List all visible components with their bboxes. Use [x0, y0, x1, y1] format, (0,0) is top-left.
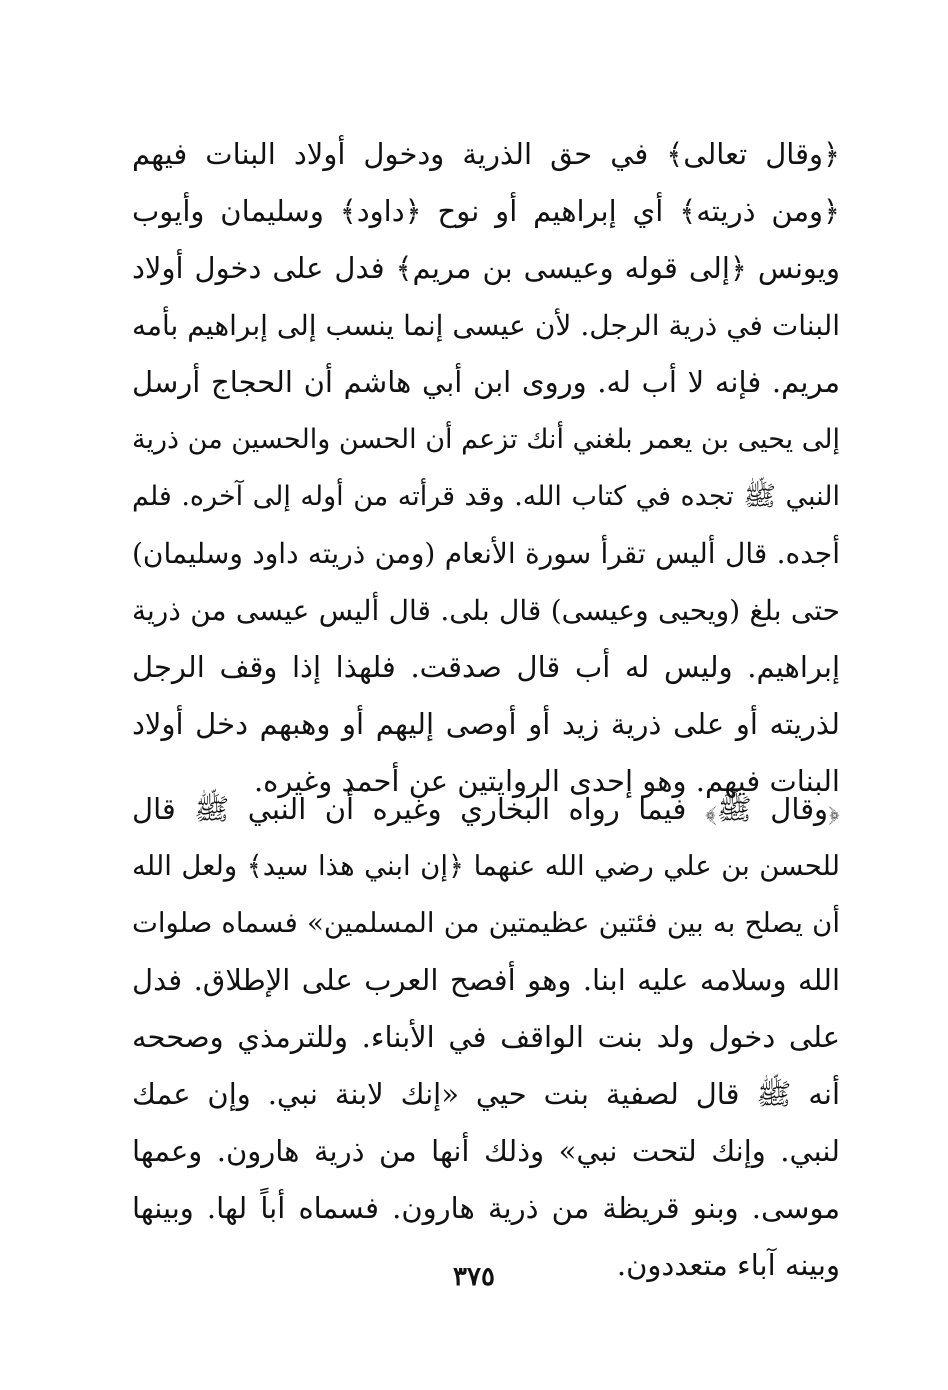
page-number: ٣٧٥ [453, 1262, 495, 1292]
text-line: إلى يحيى بن يعمر بلغني أنك تزعم أن الحسن والحسين من ذرية [132, 424, 840, 455]
text-line: البنات في ذرية الرجل. لأن عيسى إنما ينسب إلى إبراهيم بأمه [132, 309, 840, 342]
text-line: النبي ﷺ تجده في كتاب الله. وقد قرأته من أوله إلى آخره. فلم [132, 481, 840, 512]
paragraph-1 [132, 126, 840, 810]
text-line: وبينه آباء متعددون. [616, 1248, 840, 1282]
text-line: على دخول ولد بنت الواقف في الأبناء. وللترمذي وصححه [132, 1020, 840, 1054]
text-line: أنه ﷺ قال لصفية بنت حيي «إنك لابنة نبي. وإن عمك [132, 1077, 840, 1111]
text-line: إبراهيم. وليس له أب قال صدقت. فلهذا إذا وقف الرجل [132, 650, 840, 684]
text-line: مريم. فإنه لا أب له. وروى ابن أبي هاشم أن الحجاج أرسل [132, 365, 840, 399]
text-line: موسى. وبنو قريظة من ذرية هارون. فسماه أباً لها. وبينها [132, 1191, 840, 1225]
text-line: ﴿وقال ﷺ﴾ فيما رواه البخاري وغيره أن النبي ﷺ قال [132, 792, 840, 826]
text-line: حتى بلغ (ويحيى وعيسى) قال بلى. قال أليس عيسى من ذرية [132, 594, 840, 627]
paragraph-2 [132, 781, 840, 1294]
text-line: أجده. قال أليس تقرأ سورة الأنعام (ومن ذريته داود وسليمان) [132, 537, 840, 570]
text-line: ﴿وقال تعالى﴾ في حق الذرية ودخول أولاد البنات فيهم [132, 137, 840, 171]
text-line: للحسن بن علي رضي الله عنهما ﴿إن ابني هذا سيد﴾ ولعل الله [132, 850, 840, 882]
text-line: لذريته أو على ذرية زيد أو أوصى إليهم أو وهبهم دخل أولاد [132, 707, 840, 741]
text-line: الله وسلامه عليه ابنا. وهو أفصح العرب على الإطلاق. فدل [132, 963, 840, 997]
text-line: أن يصلح به بين فئتين عظيمتين من المسلمين» فسماه صلوات [132, 907, 840, 939]
text-line: لنبي. وإنك لتحت نبي» وذلك أنها من ذرية هارون. وعمها [132, 1134, 840, 1168]
text-line: البنات فيهم. وهو إحدى الروايتين عن أحمد وغيره. [253, 764, 840, 798]
text-line: ﴿ومن ذريته﴾ أي إبراهيم أو نوح ﴿داود﴾ وسليمان وأيوب [132, 194, 840, 228]
text-line: ويونس ﴿إلى قوله وعيسى بن مريم﴾ فدل على دخول أولاد [132, 251, 840, 285]
